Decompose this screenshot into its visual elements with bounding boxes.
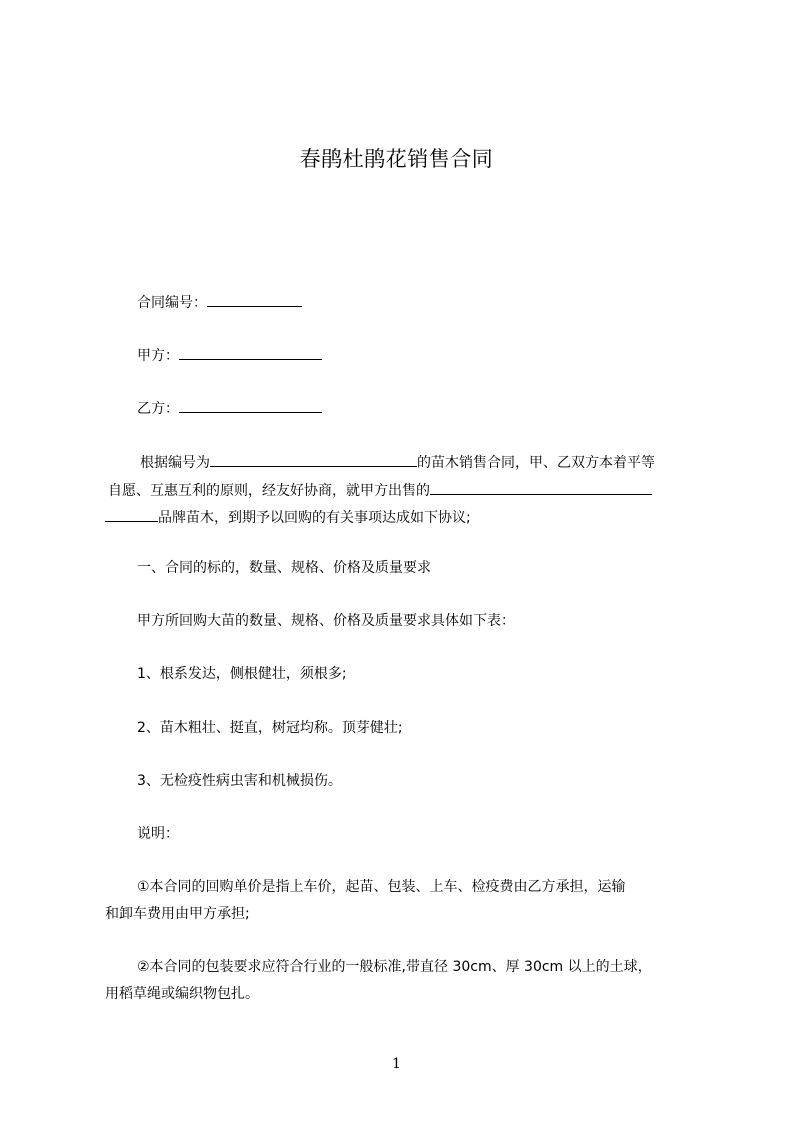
- party-b-blank: [179, 398, 322, 413]
- requirement-item: 1、根系发达，侧根健壮，须根多;: [137, 666, 347, 682]
- notes-label: 说明：: [137, 826, 179, 842]
- intro-text-4: 品牌苗木，到期予以回购的有关事项达成如下协议;: [158, 510, 471, 526]
- note-2-line-2: 用稻草绳或编织物包扎。: [105, 986, 259, 1002]
- note-1-line-1: ①本合同的回购单价是指上车价，起苗、包装、上车、检疫费由乙方承担，运输: [137, 879, 626, 895]
- contract-number-blank: [207, 292, 302, 307]
- party-b-field: [137, 398, 322, 419]
- intro-blank-1: [210, 452, 417, 467]
- party-a-label: 甲方：: [137, 348, 179, 364]
- requirement-item: 3、无检疫性病虫害和机械损伤。: [137, 773, 342, 789]
- section-1-heading: 一、合同的标的，数量、规格、价格及质量要求: [137, 560, 431, 576]
- contract-number-label: 合同编号：: [137, 295, 207, 311]
- intro-line-3: [105, 507, 471, 528]
- requirement-item: 2、苗木粗壮、挺直，树冠均称。顶芽健壮;: [137, 720, 403, 736]
- intro-text-1: 根据编号为: [140, 455, 210, 471]
- party-b-label: 乙方：: [137, 401, 179, 417]
- party-a-blank: [179, 345, 322, 360]
- intro-blank-2: [430, 480, 652, 495]
- party-a-field: [137, 345, 322, 366]
- intro-line-1: [140, 452, 655, 473]
- intro-text-3: 自愿、互惠互利的原则，经友好协商，就甲方出售的: [108, 483, 430, 499]
- document-title: 春鹃杜鹃花销售合同: [299, 147, 494, 171]
- contract-number-field: [137, 292, 302, 313]
- note-1-line-2: 和卸车费用由甲方承担;: [105, 906, 250, 922]
- page-number: 1: [392, 1056, 401, 1072]
- section-1-intro: 甲方所回购大苗的数量、规格、价格及质量要求具体如下表：: [137, 613, 515, 629]
- intro-text-2: 的苗木销售合同，甲、乙双方本着平等: [417, 455, 655, 471]
- intro-blank-3: [105, 507, 158, 522]
- note-2-line-1: ②本合同的包装要求应符合行业的一般标准,带直径 30cm、厚 30cm 以上的土球，: [137, 959, 652, 975]
- intro-line-2: [108, 480, 652, 501]
